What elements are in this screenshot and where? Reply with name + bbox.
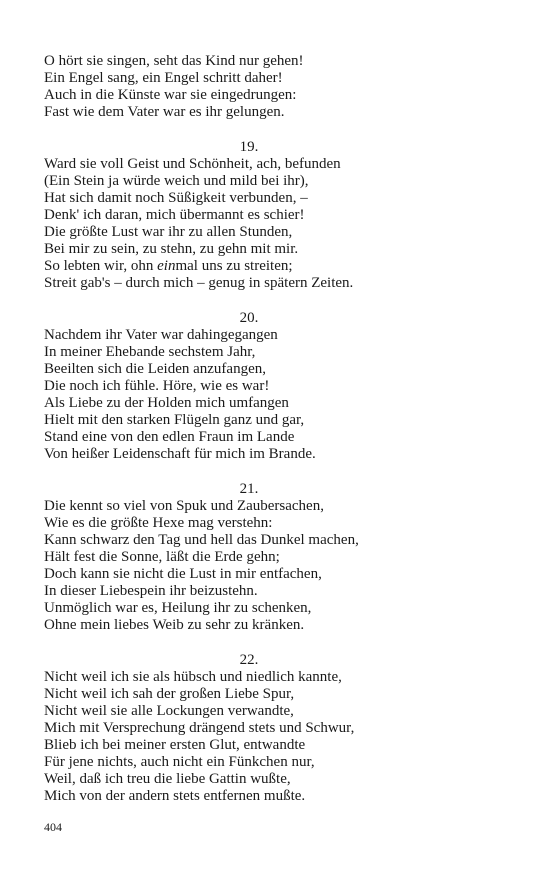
- verse-line: Wie es die größte Hexe mag verstehn:: [44, 515, 273, 531]
- verse-fragment: So lebten wir, ohn: [44, 258, 158, 274]
- stanza-number: 21.: [239, 481, 259, 497]
- verse-line: Fast wie dem Vater war es ihr gelungen.: [44, 104, 285, 120]
- verse-line: Ein Engel sang, ein Engel schritt daher!: [44, 70, 283, 86]
- verse-line: Streit gab's – durch mich – genug in spätern Zeiten.: [44, 275, 354, 291]
- verse-line: Nachdem ihr Vater war dahingegangen: [44, 327, 278, 343]
- stanza-21: [44, 481, 514, 634]
- verse-line: Die größte Lust war ihr zu allen Stunden,: [44, 224, 293, 240]
- verse-line: Hält fest die Sonne, läßt die Erde gehn;: [44, 549, 280, 565]
- verse-line: Beeilten sich die Leiden anzufangen,: [44, 361, 266, 377]
- verse-line: In dieser Liebespein ihr beizustehn.: [44, 583, 258, 599]
- poem-page: [44, 53, 514, 823]
- stanza-19: [44, 139, 514, 292]
- stanza-number: 22.: [239, 652, 259, 668]
- verse-line: Mich mit Versprechung drängend stets und Schwur,: [44, 720, 355, 736]
- stanza-20: [44, 310, 514, 463]
- verse-line: Weil, daß ich treu die liebe Gattin wußte,: [44, 771, 291, 787]
- verse-line: Die noch ich fühle. Höre, wie es war!: [44, 378, 270, 394]
- verse-fragment: mal uns zu streiten;: [175, 258, 293, 274]
- verse-line: Nicht weil ich sah der großen Liebe Spur,: [44, 686, 295, 702]
- verse-line: Stand eine von den edlen Fraun im Lande: [44, 429, 295, 445]
- verse-line: Von heißer Leidenschaft für mich im Brande.: [44, 446, 316, 462]
- verse-line: Nicht weil ich sie als hübsch und niedlich kannte,: [44, 669, 342, 685]
- verse-line: Doch kann sie nicht die Lust in mir entfachen,: [44, 566, 322, 582]
- verse-line: In meiner Ehebande sechstem Jahr,: [44, 344, 256, 360]
- verse-line-with-italic: [44, 258, 514, 275]
- verse-line: Bei mir zu sein, zu stehn, zu gehn mit mir.: [44, 241, 299, 257]
- verse-line: Hielt mit den starken Flügeln ganz und gar,: [44, 412, 305, 428]
- stanza-continuation: [44, 53, 514, 121]
- italic-fragment: ein: [157, 258, 176, 274]
- page-number: 404: [44, 820, 62, 834]
- verse-line: (Ein Stein ja würde weich und mild bei ihr),: [44, 173, 309, 189]
- verse-line: Mich von der andern stets entfernen mußte.: [44, 788, 306, 804]
- verse-line: Auch in die Künste war sie eingedrungen:: [44, 87, 297, 103]
- verse-line: Blieb ich bei meiner ersten Glut, entwandte: [44, 737, 306, 753]
- verse-line: Nicht weil sie alle Lockungen verwandte,: [44, 703, 294, 719]
- verse-line: Kann schwarz den Tag und hell das Dunkel machen,: [44, 532, 359, 548]
- verse-line: Denk' ich daran, mich übermannt es schier!: [44, 207, 305, 223]
- verse-line: Für jene nichts, auch nicht ein Fünkchen nur,: [44, 754, 315, 770]
- verse-line: Die kennt so viel von Spuk und Zaubersachen,: [44, 498, 324, 514]
- verse-line: Hat sich damit noch Süßigkeit verbunden, –: [44, 190, 308, 206]
- verse-line: Ward sie voll Geist und Schönheit, ach, befunden: [44, 156, 341, 172]
- stanza-number: 20.: [239, 310, 259, 326]
- verse-line: Unmöglich war es, Heilung ihr zu schenken,: [44, 600, 312, 616]
- verse-line: Ohne mein liebes Weib zu sehr zu kränken.: [44, 617, 305, 633]
- verse-line: Als Liebe zu der Holden mich umfangen: [44, 395, 289, 411]
- stanza-number: 19.: [239, 139, 259, 155]
- stanza-22: [44, 652, 514, 805]
- verse-line: O hört sie singen, seht das Kind nur gehen!: [44, 53, 304, 69]
